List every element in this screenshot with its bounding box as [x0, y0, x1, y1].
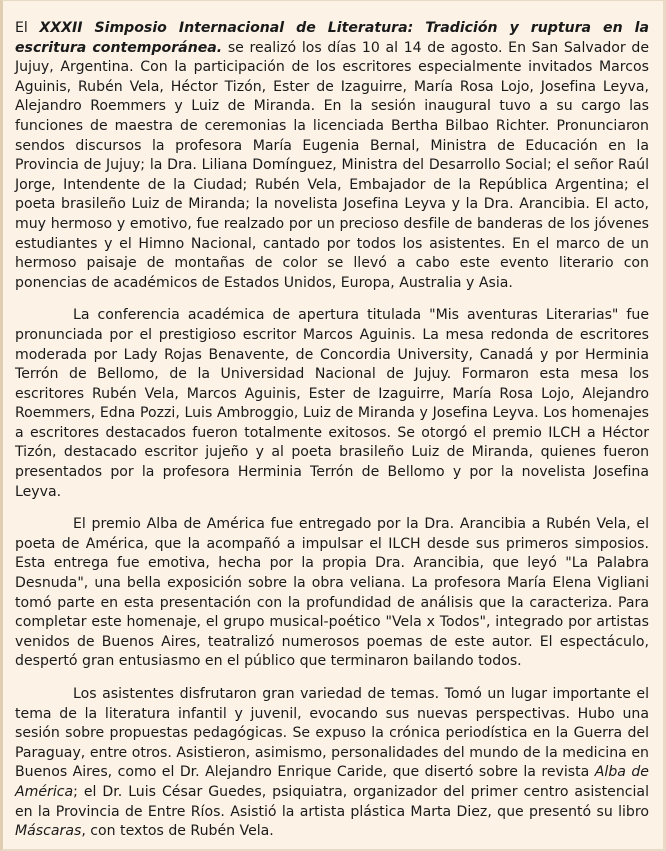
asistentes-text-part1: Los asistentes disfrutaron gran variedad de temas. Tomó un lugar importante el tema de la literatura infantil y juvenil, evocando sus nuevas perspectivas. Hubo una sesión sobre propuestas pedagógicas. Se expuso la crónica periodística en la Guerra del Paraguay, entre otros. Asistieron, asimismo, personalidades del mundo de la medicina en Buenos Aires, como el Dr. Alejandro Enrique Caride, que disertó sobre la revista — [15, 686, 649, 781]
book-title-mascaras: Máscaras — [15, 823, 82, 840]
journal-title-alba-de-america: Alba de América — [15, 764, 649, 800]
asistentes-text-part3: , con textos de Rubén Vela. — [81, 823, 274, 840]
article-body — [15, 19, 649, 842]
paragraph-prefix: El — [15, 20, 40, 36]
conferencia-body-text: La conferencia académica de apertura titulada "Mis aventuras Literarias" fue pronunciada por el prestigioso escritor Marcos Aguinis. La mesa redonda de escritores moderada por Lady Rojas Benavente, de Concordia University, Canadá y por Herminia Terrón de Bellomo, de la Universidad Nacional de Jujuy. Formaron esta mesa los escritores Rubén Vela, Marcos Aguinis, Ester de Izaguirre, María Rosa Lojo, Alejandro Roemmers, Edna Pozzi, Luis Ambroggio, Luiz de Miranda y Josefina Leyva. Los homenajes a escritores destacados fueron totalmente exitosos. Se otorgó el premio ILCH a Héctor Tizón, destacado escritor jujeño y al poeta brasileño Luiz de Miranda, quienes fueron presentados por la profesora Herminia Terrón de Bellomo y por la novelista Josefina Leyva. — [15, 307, 649, 500]
paragraph-premio-alba — [15, 515, 649, 672]
paragraph-opening — [15, 19, 649, 293]
opening-body-text: se realizó los días 10 al 14 de agosto. En San Salvador de Jujuy, Argentina. Con la participación de los escritores especialmente invitados Marcos Aguinis, Rubén Vela, Héctor Tizón, Ester de Izaguirre, María Rosa Lojo, Josefina Leyva, Alejandro Roemmers y Luiz de Miranda. En la sesión inaugural tuvo a su cargo las funciones de maestra de ceremonias la licenciada Bertha Bilbao Richter. Pronunciaron sendos discursos la profesora María Eugenia Bernal, Ministra de Educación en la Provincia de Jujuy; la Dra. Liliana Domínguez, Ministra del Desarrollo Social; el señor Raúl Jorge, Intendente de la Ciudad; Rubén Vela, Embajador de la República Argentina; el poeta brasileño Luiz de Miranda; la novelista Josefina Leyva y la Dra. Arancibia. El acto, muy hermoso y emotivo, fue realzado por un precioso desfile de banderas de los jóvenes estudiantes y el Himno Nacional, cantado por todos los asistentes. En el marco de un hermoso paisaje de montañas de color se llevó a cabo este evento literario con ponencias de académicos de Estados Unidos, Europa, Australia y Asia. — [15, 39, 649, 291]
paragraph-conferencia — [15, 306, 649, 502]
asistentes-text-part2: ; el Dr. Luis César Guedes, psiquiatra, organizador del primer centro asistencial en la Provincia de Entre Ríos. Asistió la artista plástica Marta Diez, que presentó su libro — [15, 783, 649, 820]
paragraph-asistentes — [15, 685, 649, 842]
premio-alba-body-text: El premio Alba de América fue entregado por la Dra. Arancibia a Rubén Vela, el poeta de América, que la acompañó a impulsar el ILCH desde sus primeros simposios. Esta entrega fue emotiva, hecha por la propia Dra. Arancibia, que leyó "La Palabra Desnuda", una bella exposición sobre la obra veliana. La profesora María Elena Vigliani tomó parte en esta presentación con la profundidad de análisis que la caracteriza. Para completar este homenaje, el grupo musical-poético "Vela x Todos", integrado por artistas venidos de Buenos Aires, teatralizó numerosos poemas de este autor. El espectáculo, despertó gran entusiasmo en el público que terminaron bailando todos. — [15, 516, 649, 670]
symposium-title: XXXII Simposio Internacional de Literatura: Tradición y ruptura en la escritura contemporánea. — [15, 20, 649, 56]
